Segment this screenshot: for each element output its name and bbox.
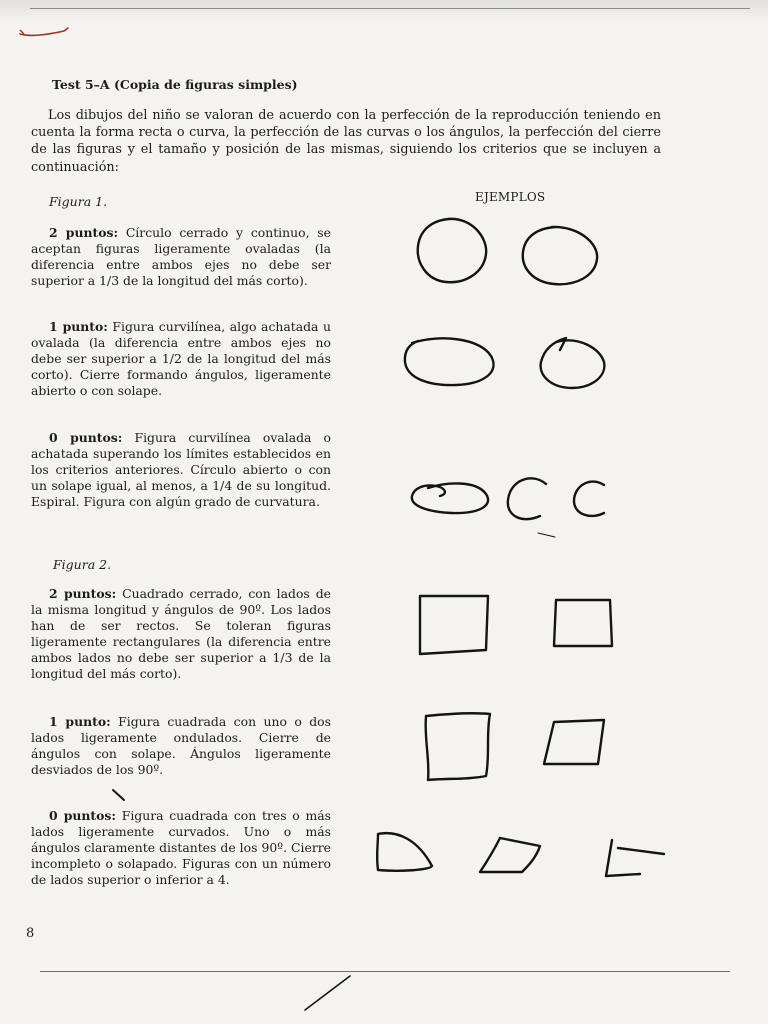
score-label: 2 puntos: (49, 225, 119, 240)
figure-2-criterion-2-points (31, 586, 331, 683)
closed-circle-drawing (418, 219, 486, 282)
examples-heading: EJEMPLOS (475, 190, 546, 204)
score-label: 1 punto: (49, 319, 108, 334)
criterion-text: Figura cuadrada con tres o más lados ligeramente curvados. Uno o más ángulos claramente distantes de los 90º. Cierre incompleto o solapado. Figuras con un número de lados superior o inferior a 4. (31, 808, 331, 888)
score-label: 2 puntos: (49, 586, 117, 601)
bottom-rule (40, 971, 730, 972)
criterion-text: Cuadrado cerrado, con lados de la misma longitud y ángulos de 90º. Los lados han de ser rectos. Se toleran figuras ligeramente rectangulares (la diferencia entre ambos lados no debe ser superior a 1/3 de la longitud del más corto). (31, 586, 331, 682)
figure-1-label: Figura 1. (49, 194, 108, 209)
figure-1-criterion-2-points (31, 225, 331, 289)
flattened-oval-drawing (405, 338, 494, 385)
figure-2-label: Figura 2. (53, 557, 112, 572)
overlapping-oval-drawing (541, 338, 605, 388)
wavy-square-drawing (426, 713, 490, 780)
closed-square-drawing (554, 600, 612, 646)
top-rule (30, 8, 750, 9)
closed-circle-drawing (523, 227, 597, 284)
score-label: 0 puntos: (49, 808, 116, 823)
figure-1-criterion-0-points (31, 430, 331, 510)
figure-2-criterion-0-points (31, 808, 331, 888)
open-circle-drawing (508, 478, 546, 519)
score-label: 0 puntos: (49, 430, 123, 445)
criterion-text: Figura cuadrada con uno o dos lados ligeramente ondulados. Cierre de ángulos con solape. Ángulos ligeramente desviados de los 90º. (31, 714, 331, 778)
test-title: Test 5–A (Copia de figuras simples) (52, 77, 298, 92)
criterion-text: Figura curvilínea, algo achatada u ovalada (la diferencia entre ambos ejes no debe ser superior a 1/2 de la longitud del más corto). Cierre formando ángulos, ligeramente abierto o con solape. (31, 319, 331, 399)
criterion-text: Figura curvilínea ovalada o achatada superando los límites establecidos en los criterios anteriores. Círculo abierto o con un solape igual, al menos, a 1/4 de su longitud. Espiral. Figura con algún grado de curvatura. (31, 430, 331, 510)
score-label: 1 punto: (49, 714, 111, 729)
criterion-text: Círculo cerrado y continuo, se aceptan figuras ligeramente ovaladas (la diferencia entre ambos ejes no debe ser superior a 1/3 de la longitud del más corto). (31, 225, 331, 289)
open-parallelogram-drawing (480, 838, 540, 872)
closed-square-drawing (420, 596, 488, 654)
spiral-oval-drawing (412, 483, 488, 513)
figure-1-criterion-1-point (31, 319, 331, 399)
curved-square-drawing (377, 833, 432, 871)
page-number: 8 (26, 926, 35, 941)
page-edge (0, 0, 768, 22)
intro-paragraph: Los dibujos del niño se valoran de acuerdo con la perfección de la reproducción teniendo en cuenta la forma recta o curva, la perfección de las curvas o los ángulos, la perfección del cierre de las figuras y el tamaño y posición de las mismas, siguiendo los criterios que se incluyen a continuación: (31, 108, 661, 175)
incomplete-square-drawing (606, 840, 664, 876)
pen-mark-icon (18, 22, 78, 42)
open-circle-drawing (574, 482, 604, 516)
skewed-square-drawing (544, 720, 604, 764)
figure-2-criterion-1-point (31, 714, 331, 778)
